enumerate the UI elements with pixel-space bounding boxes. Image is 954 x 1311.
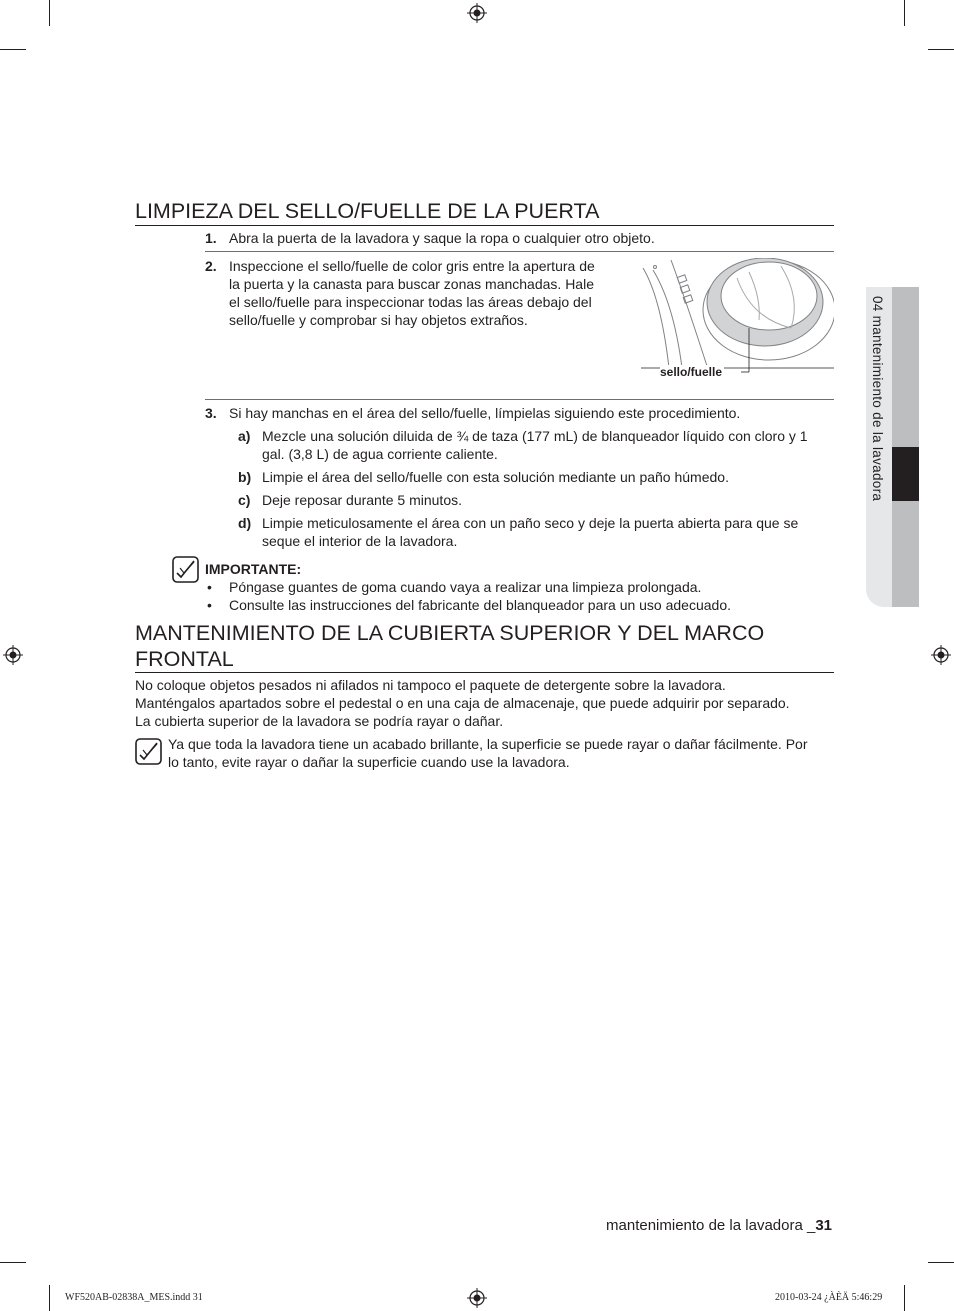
substep-text: Limpie meticulosamente el área con un paño seco y deje la puerta abierta para que se <box>262 515 799 531</box>
important-title: IMPORTANTE: <box>205 561 302 577</box>
step-text: la puerta y la canasta para buscar zonas manchadas. Hale <box>229 276 594 292</box>
crop-mark <box>928 49 954 50</box>
substep-letter: a) <box>238 428 251 444</box>
bullet-dot: • <box>207 597 212 613</box>
crop-mark <box>0 49 26 50</box>
step-number: 2. <box>205 258 217 274</box>
substep-letter: b) <box>238 469 252 485</box>
substep-text: seque el interior de la lavadora. <box>262 533 458 549</box>
slug-file: WF520AB-02838A_MES.indd 31 <box>65 1292 203 1303</box>
section-title-cont: FRONTAL <box>135 647 234 671</box>
step-divider <box>205 251 834 252</box>
paragraph-line: No coloque objetos pesados ni afilados ni tampoco el paquete de detergente sobre la lavadora. <box>135 677 726 693</box>
note-text: Ya que toda la lavadora tiene un acabado brillante, la superficie se puede rayar o dañar fácilmente. Por <box>168 736 808 752</box>
paragraph-line: Manténgalos apartados sobre el pedestal o en una caja de almacenaje, que puede adquirir por separado. <box>135 695 790 711</box>
substep-text: Mezcle una solución diluida de ¾ de taza (177 mL) de blanqueador líquido con cloro y 1 <box>262 428 808 444</box>
chapter-tab-label: 04 mantenimiento de la lavadora <box>870 296 885 502</box>
footer-label: mantenimiento de la lavadora _ <box>606 1217 816 1234</box>
figure-label: sello/fuelle <box>660 365 723 379</box>
substep-text: gal. (3,8 L) de agua corriente caliente. <box>262 446 498 462</box>
crop-mark <box>904 0 905 26</box>
slug-date: 2010-03-24 ¿ÀÈÄ 5:46:29 <box>775 1292 883 1303</box>
step-text: Inspeccione el sello/fuelle de color gris entre la apertura de <box>229 258 595 274</box>
substep-text: Deje reposar durante 5 minutos. <box>262 492 462 508</box>
registration-mark-icon <box>467 1288 487 1308</box>
paragraph-line: La cubierta superior de la lavadora se podría rayar o dañar. <box>135 713 504 729</box>
section-title: LIMPIEZA DEL SELLO/FUELLE DE LA PUERTA <box>135 199 600 223</box>
step-text: Abra la puerta de la lavadora y saque la ropa o cualquier otro objeto. <box>229 230 655 246</box>
registration-mark-icon <box>3 645 23 665</box>
note-text: lo tanto, evite rayar o dañar la superficie cuando use la lavadora. <box>168 754 570 770</box>
substep-letter: c) <box>238 492 251 508</box>
title-rule <box>135 672 834 673</box>
registration-mark-icon <box>467 3 487 23</box>
crop-mark <box>904 1285 905 1311</box>
title-rule <box>135 225 834 226</box>
page-footer <box>606 1217 832 1234</box>
crop-mark <box>49 0 50 26</box>
note-pencil-icon <box>172 556 199 583</box>
crop-mark <box>49 1285 50 1311</box>
step-text: el sello/fuelle para inspeccionar todas las áreas debajo del <box>229 294 592 310</box>
bullet-dot: • <box>207 579 212 595</box>
important-bullet: Consulte las instrucciones del fabricante del blanqueador para un uso adecuado. <box>229 597 732 613</box>
step-text: Si hay manchas en el área del sello/fuelle, límpielas siguiendo este procedimiento. <box>229 405 741 421</box>
step-number: 1. <box>205 230 217 246</box>
registration-mark-icon <box>931 645 951 665</box>
crop-mark <box>0 1262 26 1263</box>
section-title: MANTENIMIENTO DE LA CUBIERTA SUPERIOR Y DEL MARCO <box>135 621 765 645</box>
note-pencil-icon <box>135 738 162 765</box>
door-seal-illustration <box>641 258 834 382</box>
chapter-tab-marker <box>892 447 919 501</box>
step-divider <box>205 399 834 400</box>
substep-letter: d) <box>238 515 252 531</box>
page-number: 31 <box>815 1217 832 1234</box>
important-bullet: Póngase guantes de goma cuando vaya a realizar una limpieza prolongada. <box>229 579 702 595</box>
crop-mark <box>928 1262 954 1263</box>
step-number: 3. <box>205 405 217 421</box>
step-text: sello/fuelle y comprobar si hay objetos extraños. <box>229 312 528 328</box>
substep-text: Limpie el área del sello/fuelle con esta solución mediante un paño húmedo. <box>262 469 729 485</box>
